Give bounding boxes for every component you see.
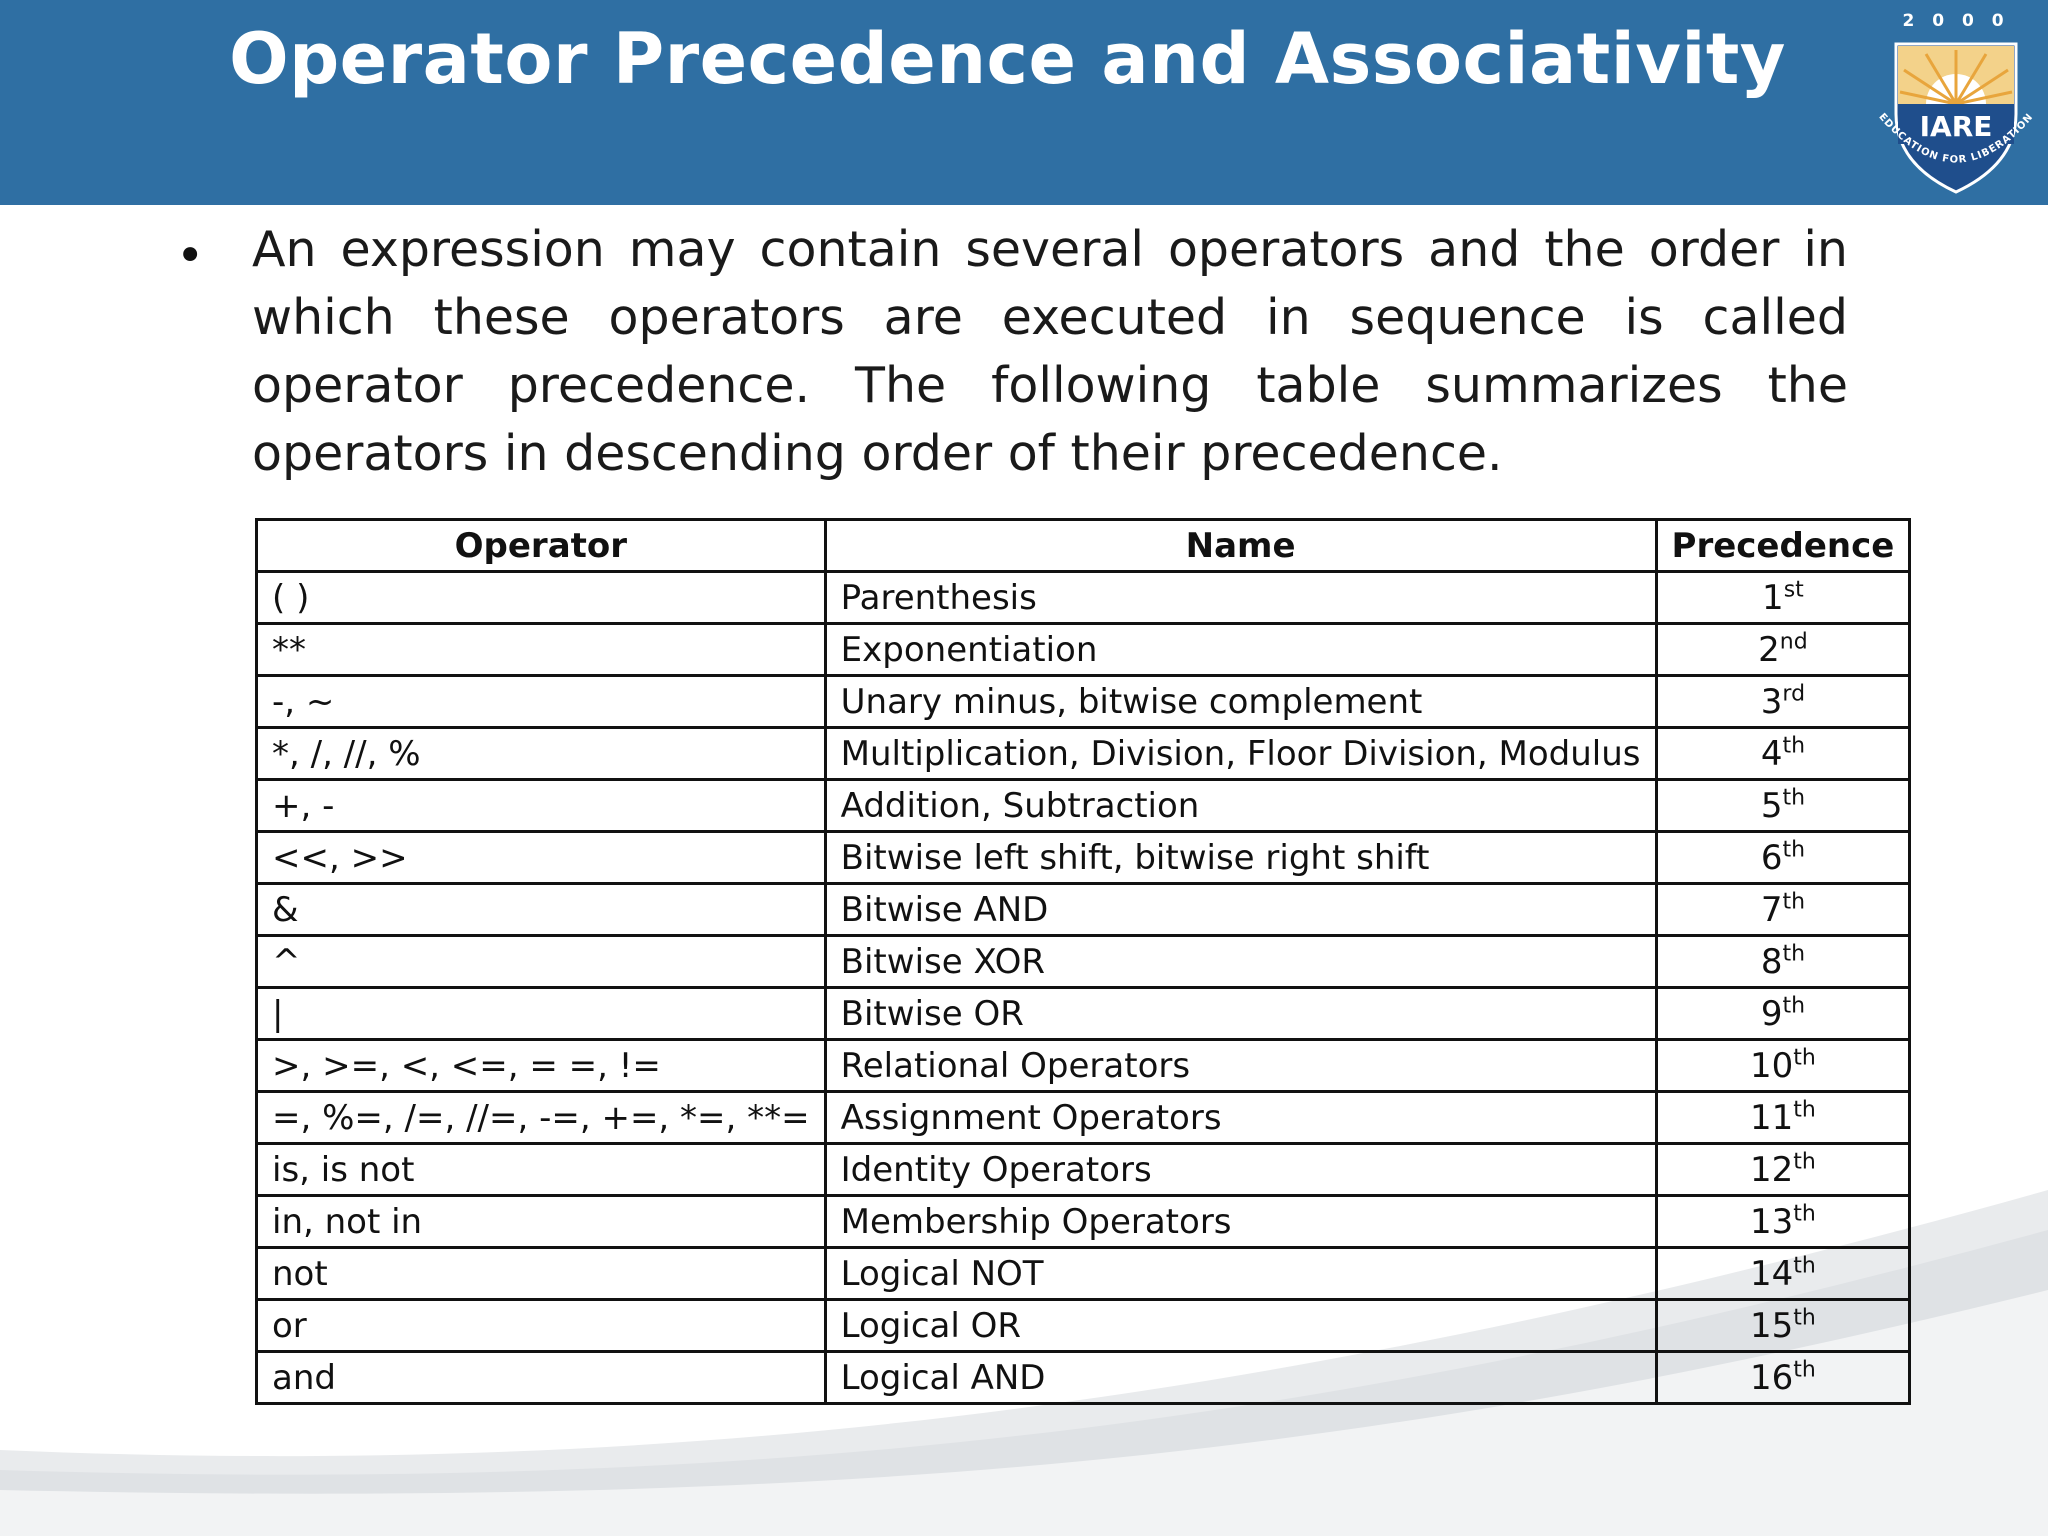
precedence-number: 1 [1762,577,1784,618]
logo-year: 2 0 0 0 [1902,11,2010,31]
precedence-cell [1656,988,1910,1040]
header-operator: Operator [257,520,826,572]
precedence-cell [1656,1352,1910,1404]
table-row [257,1040,1910,1092]
name-cell: Bitwise XOR [825,936,1656,988]
page-title: Operator Precedence and Associativity [229,18,1786,100]
table-row [257,572,1910,624]
table-body [257,572,1910,1404]
name-cell: Bitwise AND [825,884,1656,936]
precedence-cell [1656,1196,1910,1248]
table-row [257,728,1910,780]
table-row [257,884,1910,936]
precedence-suffix: th [1782,941,1806,967]
table-row [257,676,1910,728]
name-cell: Logical OR [825,1300,1656,1352]
operator-cell: ( ) [257,572,826,624]
name-cell: Bitwise left shift, bitwise right shift [825,832,1656,884]
operator-cell: <<, >> [257,832,826,884]
name-cell: Multiplication, Division, Floor Division, Modulus [825,728,1656,780]
precedence-number: 5 [1760,785,1783,826]
precedence-cell [1656,1040,1910,1092]
precedence-suffix: th [1782,993,1806,1019]
precedence-cell [1656,1144,1910,1196]
precedence-suffix: th [1782,785,1806,811]
header-name: Name [825,520,1656,572]
precedence-suffix: th [1793,1097,1816,1123]
precedence-number: 16 [1750,1357,1794,1398]
precedence-cell [1656,780,1910,832]
precedence-number: 3 [1760,681,1783,722]
operator-cell: | [257,988,826,1040]
bullet-text: An expression may contain several operators and the order in which these operators are executed in sequence is called operator precedence. The following table summarizes the operators in descending order of their precedence. [252,221,1848,482]
name-cell: Addition, Subtraction [825,780,1656,832]
table-row [257,1092,1910,1144]
precedence-suffix: th [1793,1357,1816,1383]
bullet-icon: • [176,228,205,284]
logo-name: IARE [1919,110,1993,143]
operator-cell: ^ [257,936,826,988]
precedence-cell [1656,1300,1910,1352]
table-row [257,988,1910,1040]
table-row [257,1300,1910,1352]
operator-cell: in, not in [257,1196,826,1248]
operator-cell: =, %=, /=, //=, -=, +=, *=, **= [257,1092,826,1144]
name-cell: Membership Operators [825,1196,1656,1248]
table-row [257,1144,1910,1196]
table-row [257,832,1910,884]
precedence-number: 4 [1760,733,1783,774]
precedence-suffix: th [1793,1045,1816,1071]
precedence-suffix: th [1793,1149,1816,1175]
table-row [257,624,1910,676]
table-row [257,780,1910,832]
precedence-cell [1656,1092,1910,1144]
precedence-number: 6 [1760,837,1783,878]
precedence-suffix: th [1793,1253,1816,1279]
name-cell: Parenthesis [825,572,1656,624]
operator-cell: ** [257,624,826,676]
table-row [257,936,1910,988]
precedence-number: 8 [1760,941,1783,982]
precedence-suffix: th [1782,837,1806,863]
precedence-suffix: th [1782,733,1806,759]
precedence-number: 13 [1750,1201,1794,1242]
table-header-row [257,520,1910,572]
table-row [257,1352,1910,1404]
precedence-cell [1656,1248,1910,1300]
precedence-cell [1656,572,1910,624]
header-precedence: Precedence [1656,520,1910,572]
precedence-number: 15 [1750,1305,1794,1346]
precedence-number: 12 [1750,1149,1794,1190]
precedence-suffix: rd [1782,681,1806,707]
name-cell: Unary minus, bitwise complement [825,676,1656,728]
operator-cell: not [257,1248,826,1300]
operator-cell: & [257,884,826,936]
operator-cell: or [257,1300,826,1352]
table-row [257,1196,1910,1248]
iare-logo [1856,4,2048,200]
logo-tagline: EDUCATION FOR LIBERATION [1876,111,2036,166]
operator-cell: +, - [257,780,826,832]
precedence-number: 2 [1758,629,1780,670]
operator-cell: -, ~ [257,676,826,728]
precedence-cell [1656,676,1910,728]
name-cell: Bitwise OR [825,988,1656,1040]
precedence-number: 11 [1750,1097,1794,1138]
name-cell: Relational Operators [825,1040,1656,1092]
table-row [257,1248,1910,1300]
name-cell: Identity Operators [825,1144,1656,1196]
operator-cell: *, /, //, % [257,728,826,780]
name-cell: Exponentiation [825,624,1656,676]
precedence-cell [1656,884,1910,936]
precedence-cell [1656,624,1910,676]
header-bar [0,0,2048,205]
name-cell: Logical NOT [825,1248,1656,1300]
name-cell: Logical AND [825,1352,1656,1404]
name-cell: Assignment Operators [825,1092,1656,1144]
operator-cell: is, is not [257,1144,826,1196]
precedence-number: 7 [1760,889,1783,930]
precedence-suffix: th [1793,1201,1816,1227]
operator-cell: and [257,1352,826,1404]
precedence-cell [1656,832,1910,884]
operator-precedence-table [255,518,1911,1405]
precedence-suffix: st [1783,577,1804,603]
precedence-suffix: th [1793,1305,1816,1331]
precedence-number: 9 [1760,993,1783,1034]
precedence-cell [1656,936,1910,988]
precedence-number: 14 [1750,1253,1794,1294]
precedence-number: 10 [1750,1045,1794,1086]
precedence-suffix: nd [1779,629,1808,655]
operator-cell: >, >=, <, <=, = =, != [257,1040,826,1092]
precedence-cell [1656,728,1910,780]
precedence-suffix: th [1782,889,1806,915]
